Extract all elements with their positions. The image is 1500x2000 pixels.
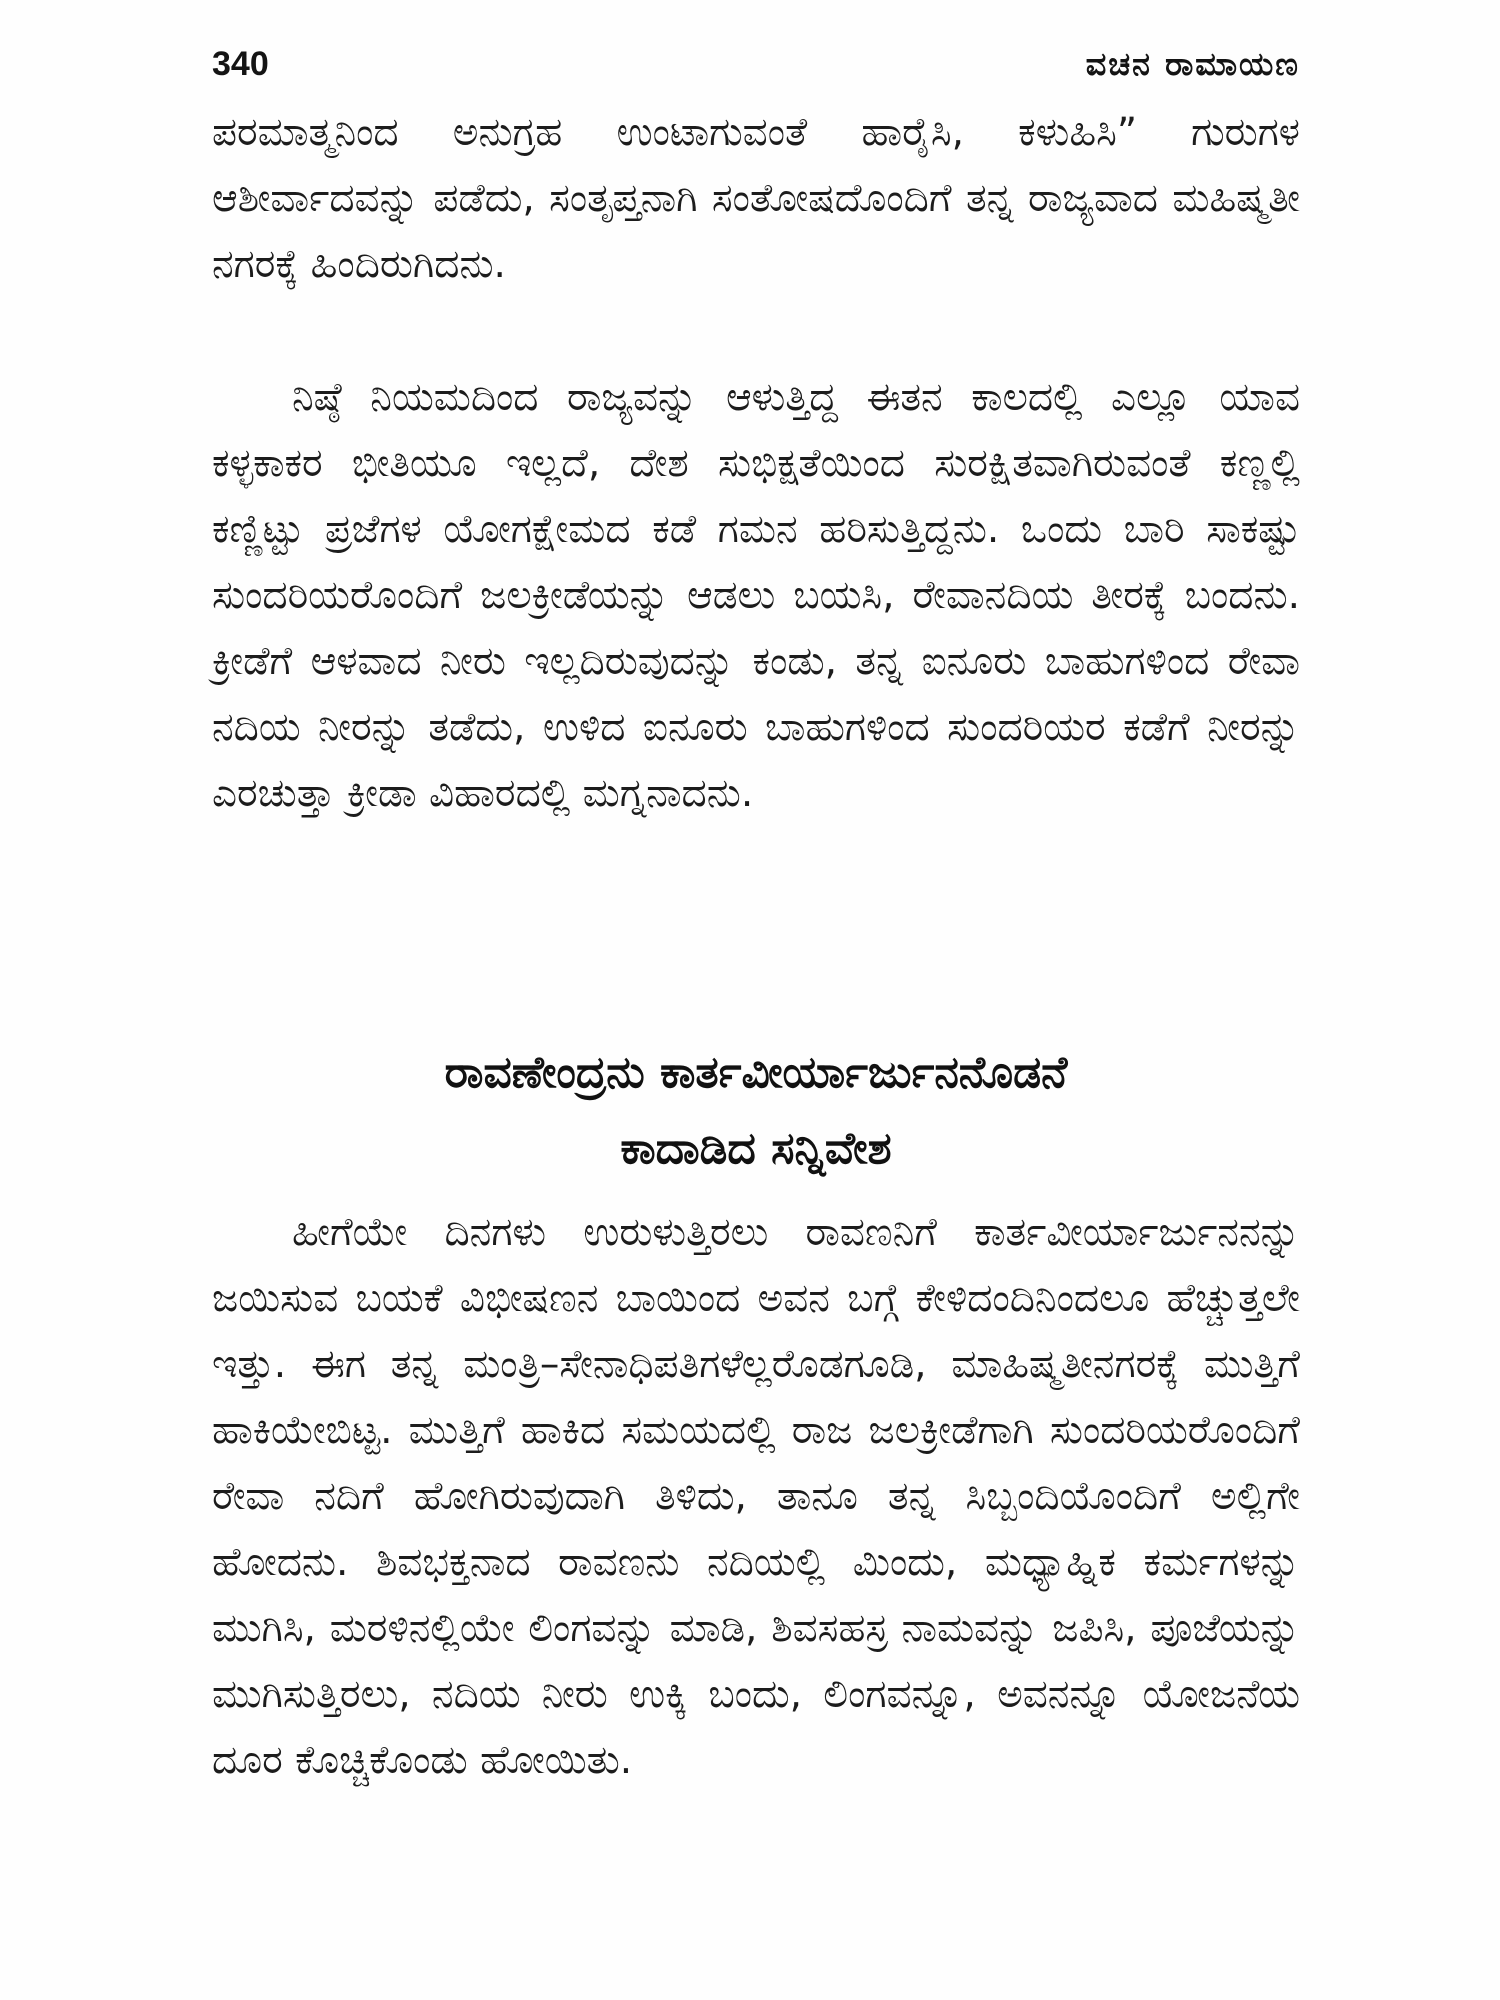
section-heading <box>212 1035 1300 1187</box>
paragraph-2: ನಿಷ್ಠೆ ನಿಯಮದಿಂದ ರಾಜ್ಯವನ್ನು ಆಳುತ್ತಿದ್ದ ಈತನ ಕಾಲದಲ್ಲಿ ಎಲ್ಲೂ ಯಾವ ಕಳ್ಳಕಾಕರ ಭೀತಿಯೂ ಇಲ್ಲದೆ, ದೇಶ ಸುಭಿಕ್ಷತೆಯಿಂದ ಸುರಕ್ಷಿತವಾಗಿರುವಂತೆ ಕಣ್ಣಲ್ಲಿ ಕಣ್ಣಿಟ್ಟು ಪ್ರಜೆಗಳ ಯೋಗಕ್ಷೇಮದ ಕಡೆ ಗಮನ ಹರಿಸುತ್ತಿದ್ದನು. ಒಂದು ಬಾರಿ ಸಾಕಷ್ಟು ಸುಂದರಿಯರೊಂದಿಗೆ ಜಲಕ್ರೀಡೆಯನ್ನು ಆಡಲು ಬಯಸಿ, ರೇವಾನದಿಯ ತೀರಕ್ಕೆ ಬಂದನು. ಕ್ರೀಡೆಗೆ ಆಳವಾದ ನೀರು ಇಲ್ಲದಿರುವುದನ್ನು ಕಂಡು, ತನ್ನ ಐನೂರು ಬಾಹುಗಳಿಂದ ರೇವಾ ನದಿಯ ನೀರನ್ನು ತಡೆದು, ಉಳಿದ ಐನೂರು ಬಾಹುಗಳಿಂದ ಸುಂದರಿಯರ ಕಡೆಗೆ ನೀರನ್ನು ಎರಚುತ್ತಾ ಕ್ರೀಡಾ ವಿಹಾರದಲ್ಲಿ ಮಗ್ನನಾದನು. <box>212 375 1300 816</box>
running-title: ವಚನ ರಾಮಾಯಣ <box>1085 44 1300 83</box>
paragraph-1: ಪರಮಾತ್ಮನಿಂದ ಅನುಗ್ರಹ ಉಂಟಾಗುವಂತೆ ಹಾರೈಸಿ, ಕಳುಹಿಸಿ” ಗುರುಗಳ ಆಶೀರ್ವಾದವನ್ನು ಪಡೆದು, ಸಂತೃಪ್ತನಾಗಿ ಸಂತೋಷದೊಂದಿಗೆ ತನ್ನ ರಾಜ್ಯವಾದ ಮಹಿಷ್ಮತೀ ನಗರಕ್ಕೆ ಹಿಂದಿರುಗಿದನು. <box>212 110 1300 287</box>
paragraph-3: ಹೀಗೆಯೇ ದಿನಗಳು ಉರುಳುತ್ತಿರಲು ರಾವಣನಿಗೆ ಕಾರ್ತವೀರ್ಯಾರ್ಜುನನನ್ನು ಜಯಿಸುವ ಬಯಕೆ ವಿಭೀಷಣನ ಬಾಯಿಂದ ಅವನ ಬಗ್ಗೆ ಕೇಳಿದಂದಿನಿಂದಲೂ ಹೆಚ್ಚುತ್ತಲೇ ಇತ್ತು. ಈಗ ತನ್ನ ಮಂತ್ರಿ–ಸೇನಾಧಿಪತಿಗಳೆಲ್ಲರೊಡಗೂಡಿ, ಮಾಹಿಷ್ಮತೀನಗರಕ್ಕೆ ಮುತ್ತಿಗೆ ಹಾಕಿಯೇಬಿಟ್ಟ. ಮುತ್ತಿಗೆ ಹಾಕಿದ ಸಮಯದಲ್ಲಿ ರಾಜ ಜಲಕ್ರೀಡೆಗಾಗಿ ಸುಂದರಿಯರೊಂದಿಗೆ ರೇವಾ ನದಿಗೆ ಹೋಗಿರುವುದಾಗಿ ತಿಳಿದು, ತಾನೂ ತನ್ನ ಸಿಬ್ಬಂದಿಯೊಂದಿಗೆ ಅಲ್ಲಿಗೇ ಹೋದನು. ಶಿವಭಕ್ತನಾದ ರಾವಣನು ನದಿಯಲ್ಲಿ ಮಿಂದು, ಮಧ್ಯಾಹ್ನಿಕ ಕರ್ಮಗಳನ್ನು ಮುಗಿಸಿ, ಮರಳಿನಲ್ಲಿಯೇ ಲಿಂಗವನ್ನು ಮಾಡಿ, ಶಿವಸಹಸ್ರ ನಾಮವನ್ನು ಜಪಿಸಿ, ಪೂಜೆಯನ್ನು ಮುಗಿಸುತ್ತಿರಲು, ನದಿಯ ನೀರು ಉಕ್ಕಿ ಬಂದು, ಲಿಂಗವನ್ನೂ, ಅವನನ್ನೂ ಯೋಜನೆಯ ದೂರ ಕೊಚ್ಚಿಕೊಂಡು ಹೋಯಿತು. <box>212 1210 1300 1783</box>
page-header <box>212 40 1300 88</box>
section-heading-line-2: ಕಾದಾಡಿದ ಸನ್ನಿವೇಶ <box>620 1123 892 1174</box>
section-heading-line-1: ರಾವಣೇಂದ್ರನು ಕಾರ್ತವೀರ್ಯಾರ್ಜುನನೊಡನೆ <box>444 1047 1068 1098</box>
page-number: 340 <box>212 44 269 83</box>
